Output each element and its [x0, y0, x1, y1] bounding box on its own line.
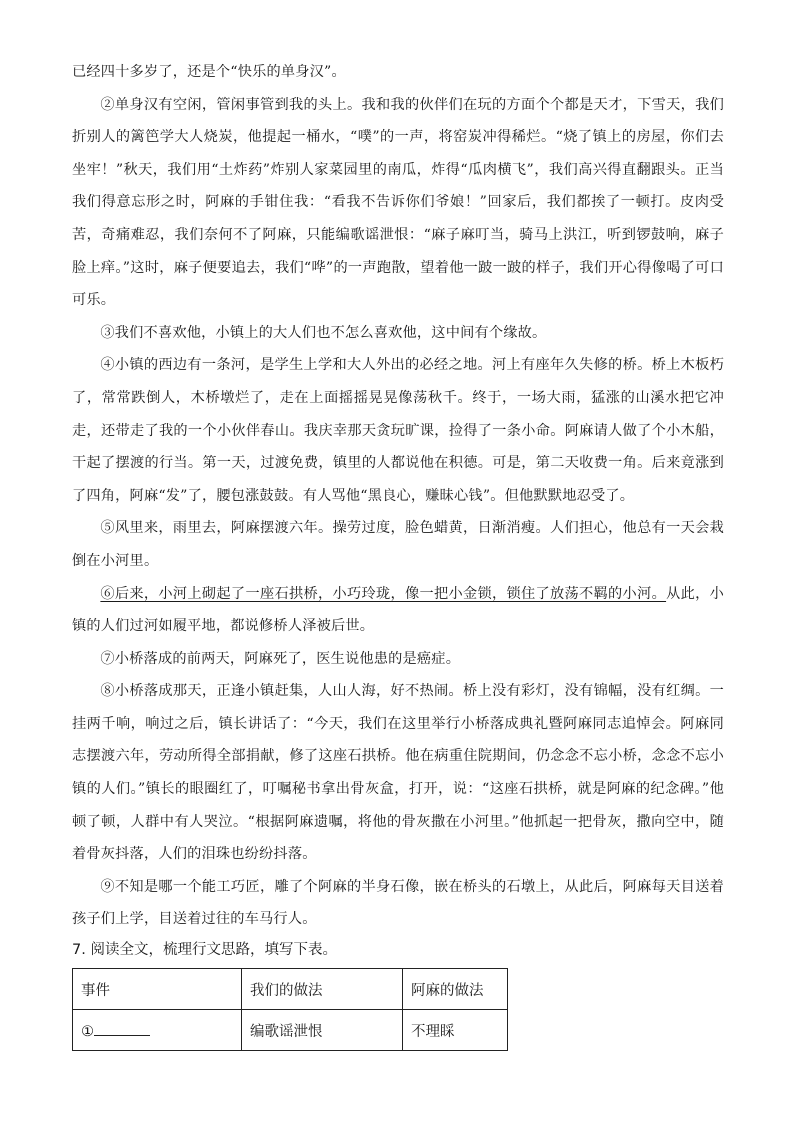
paragraph-1: 已经四十多岁了，还是个“快乐的单身汉”。 — [72, 64, 346, 80]
document-page — [72, 56, 724, 1051]
paragraph-7: ⑦小桥落成的前两天，阿麻死了，医生说他患的是癌症。 — [100, 650, 461, 667]
header-our-action: 我们的做法 — [242, 969, 403, 1010]
header-event: 事件 — [73, 969, 242, 1010]
cell-event-blank[interactable] — [73, 1010, 242, 1051]
cell-our-action: 编歌谣泄恨 — [242, 1010, 403, 1051]
fill-blank[interactable] — [94, 1021, 150, 1036]
paragraph-5: ⑤风里来，雨里去，阿麻摆渡六年。操劳过度，脸色蜡黄，日渐消瘦。人们担心，他总有一天会栽倒在小河里。 — [72, 520, 724, 569]
paragraph-9: ⑨不知是哪一个能工巧匠，雕了个阿麻的半身石像，嵌在桥头的石墩上，从此后，阿麻每天目送着孩子们上学，目送着过往的车马行人。 — [72, 878, 724, 928]
table-header-row — [73, 969, 508, 1010]
paragraph-2: ②单身汉有空闲，管闲事管到我的头上。我和我的伙伴们在玩的方面个个都是天才，下雪天，我们折别人的篱笆学大人烧炭，他提起一桶水，“噗”的一声，将窑炭冲得稀烂。“烧了镇上的房屋，你们去坐牢！”秋天，我们用“土炸药”炸别人家菜园里的南瓜，炸得“瓜肉横飞”，我们高兴得直翻跟头。正当我们得意忘形之时，阿麻的手钳住我：“看我不告诉你们爷娘！”回家后，我们都挨了一顿打。皮肉受苦，奇痛难忍，我们奈何不了阿麻，只能编歌谣泄恨：“麻子麻叮当，骑马上洪江，听到锣鼓响，麻子脸上痒。”这时，麻子便要追去，我们“哗”的一声跑散，望着他一跛一跛的样子，我们开心得像喝了可口可乐。 — [72, 96, 724, 309]
answer-table — [72, 968, 508, 1051]
cell-ama-action: 不理睬 — [403, 1010, 508, 1051]
paragraph-6-rest: 从此，小镇的人们过河如履平地，都说修桥人泽被后世。 — [72, 585, 724, 635]
underlined-sentence: ⑥后来，小河上砌起了一座石拱桥，小巧玲珑，像一把小金锁，锁住了放荡不羁的小河。 — [100, 585, 667, 602]
question-7: 7. 阅读全文，梳理行文思路，填写下表。 — [72, 942, 337, 959]
paragraph-6 — [72, 578, 724, 643]
header-ama-action: 阿麻的做法 — [403, 969, 508, 1010]
blank-number: ① — [81, 1023, 94, 1040]
table-row — [73, 1010, 508, 1051]
paragraph-8: ⑧小桥落成那天，正逢小镇赶集，人山人海，好不热闹。桥上没有彩灯，没有锦幅，没有红绸。一挂两千响，响过之后，镇长讲话了：“今天，我们在这里举行小桥落成典礼暨阿麻同志追悼会。阿麻同志摆渡六年，劳动所得全部捐献，修了这座石拱桥。他在病重住院期间，仍念念不忘小桥，念念不忘小镇的人们。”镇长的眼圈红了，叮嘱秘书拿出骨灰盒，打开，说：“这座石拱桥，就是阿麻的纪念碑。”他顿了顿，人群中有人哭泣。“根据阿麻遗嘱，将他的骨灰撒在小河里。”他抓起一把骨灰，撒向空中，随着骨灰抖落，人们的泪珠也纷纷抖落。 — [72, 683, 724, 863]
paragraph-4: ④小镇的西边有一条河，是学生上学和大人外出的必经之地。河上有座年久失修的桥。桥上木板朽了，常常跌倒人，木桥墩烂了，走在上面摇摇晃晃像荡秋千。终于，一场大雨，猛涨的山溪水把它冲走，还带走了我的一个小伙伴春山。我庆幸那天贪玩旷课，捡得了一条小命。阿麻请人做了个小木船，干起了摆渡的行当。第一天，过渡免费，镇里的人都说他在积德。可是，第二天收费一角。后来竟涨到了四角，阿麻“发”了，腰包涨鼓鼓。有人骂他“黑良心，赚昧心钱”。但他默默地忍受了。 — [72, 357, 724, 504]
paragraph-3: ③我们不喜欢他，小镇上的大人们也不怎么喜欢他，这中间有个缘故。 — [100, 324, 547, 341]
